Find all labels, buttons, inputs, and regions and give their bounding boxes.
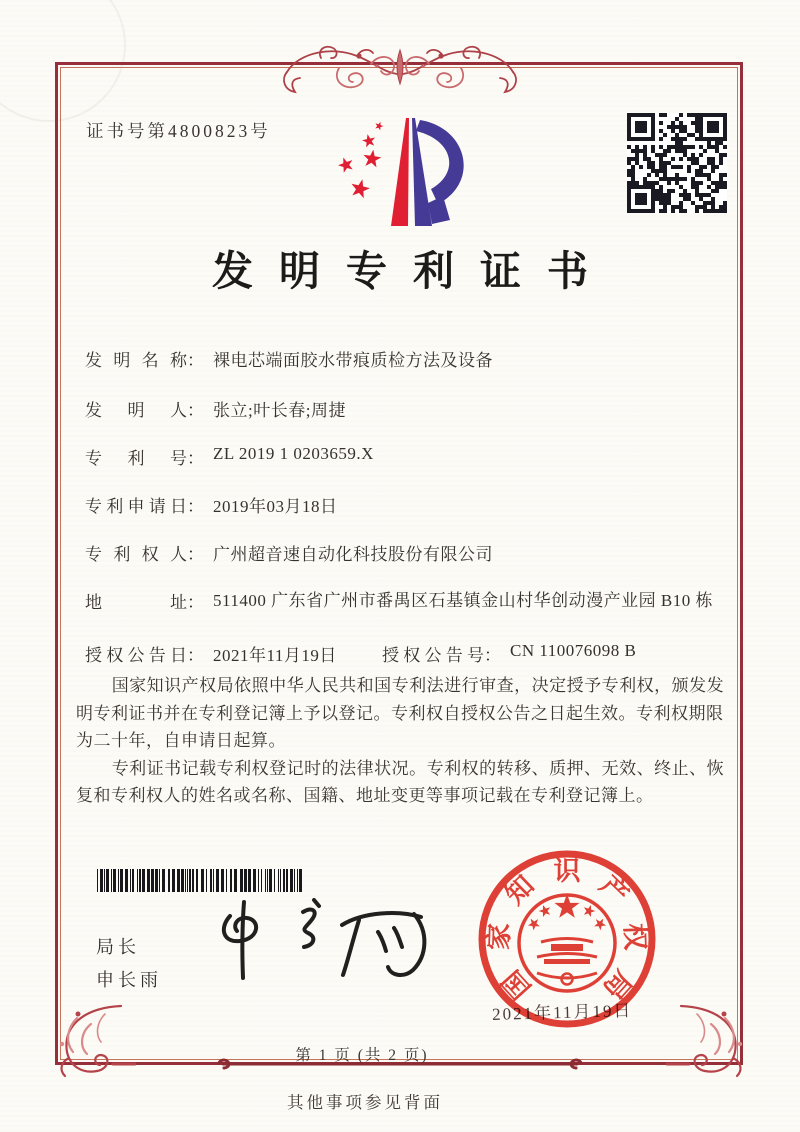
barcode bbox=[95, 867, 309, 894]
certificate-title: 发明专利证书 bbox=[212, 248, 614, 294]
svg-text:局: 局 bbox=[597, 964, 638, 1005]
label-colon: ： bbox=[187, 497, 204, 516]
qr-code bbox=[627, 113, 727, 213]
label-colon: ： bbox=[187, 646, 204, 665]
svg-text:识: 识 bbox=[553, 856, 581, 886]
bottom-right-flourish-icon bbox=[663, 1000, 755, 1080]
field-label: 发明人 bbox=[85, 401, 187, 420]
cnipa-logo-icon bbox=[330, 110, 482, 234]
field-invention-name bbox=[85, 346, 493, 371]
field-value: 2019年03月18日 bbox=[213, 497, 338, 516]
label-colon: ： bbox=[187, 449, 204, 468]
svg-text:知: 知 bbox=[499, 869, 540, 911]
svg-text:家: 家 bbox=[483, 922, 515, 951]
director-title: 局长 bbox=[96, 937, 140, 957]
seal-date: 2021年11月19日 bbox=[491, 1001, 633, 1024]
label-colon: ： bbox=[187, 593, 204, 612]
field-value: ZL 2019 1 0203659.X bbox=[213, 444, 374, 463]
bottom-left-flourish-icon bbox=[47, 1000, 139, 1080]
field-address bbox=[85, 588, 735, 614]
svg-text:国: 国 bbox=[496, 964, 537, 1005]
label-colon: ： bbox=[187, 351, 204, 370]
field-label: 授权公告日 bbox=[85, 646, 187, 665]
field-value: 广州超音速自动化科技股份有限公司 bbox=[213, 545, 493, 564]
label-colon: ： bbox=[187, 545, 204, 564]
director-name: 申长雨 bbox=[96, 970, 162, 990]
field-value: 2021年11月19日 bbox=[213, 646, 337, 665]
field-label: 专利权人 bbox=[85, 545, 187, 564]
field-filing-date bbox=[85, 492, 338, 517]
field-inventors bbox=[85, 396, 346, 421]
top-dragon-ornament-icon bbox=[281, 36, 519, 100]
label-colon: ： bbox=[484, 646, 501, 665]
page-number: 第 1 页 (共 2 页) bbox=[295, 1047, 429, 1064]
legal-paragraph-2: 专利证书记载专利权登记时的法律状况。专利权的转移、质押、无效、终止、恢复和专利权人的姓名或名称、国籍、地址变更等事项记载在专利登记簿上。 bbox=[76, 758, 725, 806]
field-label: 发明名称 bbox=[85, 351, 187, 370]
svg-text:权: 权 bbox=[619, 922, 651, 951]
legal-text-block bbox=[76, 672, 730, 810]
field-grant-date bbox=[85, 641, 337, 665]
field-label: 地址 bbox=[85, 593, 187, 612]
field-value: 裸电芯端面胶水带痕质检方法及设备 bbox=[213, 351, 493, 370]
field-label: 专利号 bbox=[85, 449, 187, 468]
field-value: 511400 广东省广州市番禺区石基镇金山村华创动漫产业园 B10 栋 bbox=[213, 591, 713, 610]
field-grant-row bbox=[85, 641, 735, 666]
field-grant-number bbox=[382, 641, 636, 666]
field-patentee bbox=[85, 540, 493, 565]
field-patent-number bbox=[85, 444, 374, 469]
field-label: 专利申请日 bbox=[85, 497, 187, 516]
svg-text:产: 产 bbox=[594, 869, 635, 911]
director-signature bbox=[202, 898, 434, 984]
field-value: 张立;叶长春;周捷 bbox=[213, 401, 346, 420]
label-colon: ： bbox=[187, 401, 204, 420]
field-value: CN 110076098 B bbox=[510, 641, 637, 660]
field-label: 授权公告号 bbox=[382, 646, 484, 665]
official-seal bbox=[471, 843, 663, 1035]
back-side-note: 其他事项参见背面 bbox=[287, 1093, 443, 1112]
legal-paragraph-1: 国家知识产权局依照中华人民共和国专利法进行审查，决定授予专利权，颁发发明专利证书并在专利登记簿上予以登记。专利权自授权公告之日起生效。专利权期限为二十年，自申请日起算。 bbox=[76, 676, 725, 751]
certificate-number: 证书号第4800823号 bbox=[86, 121, 271, 141]
